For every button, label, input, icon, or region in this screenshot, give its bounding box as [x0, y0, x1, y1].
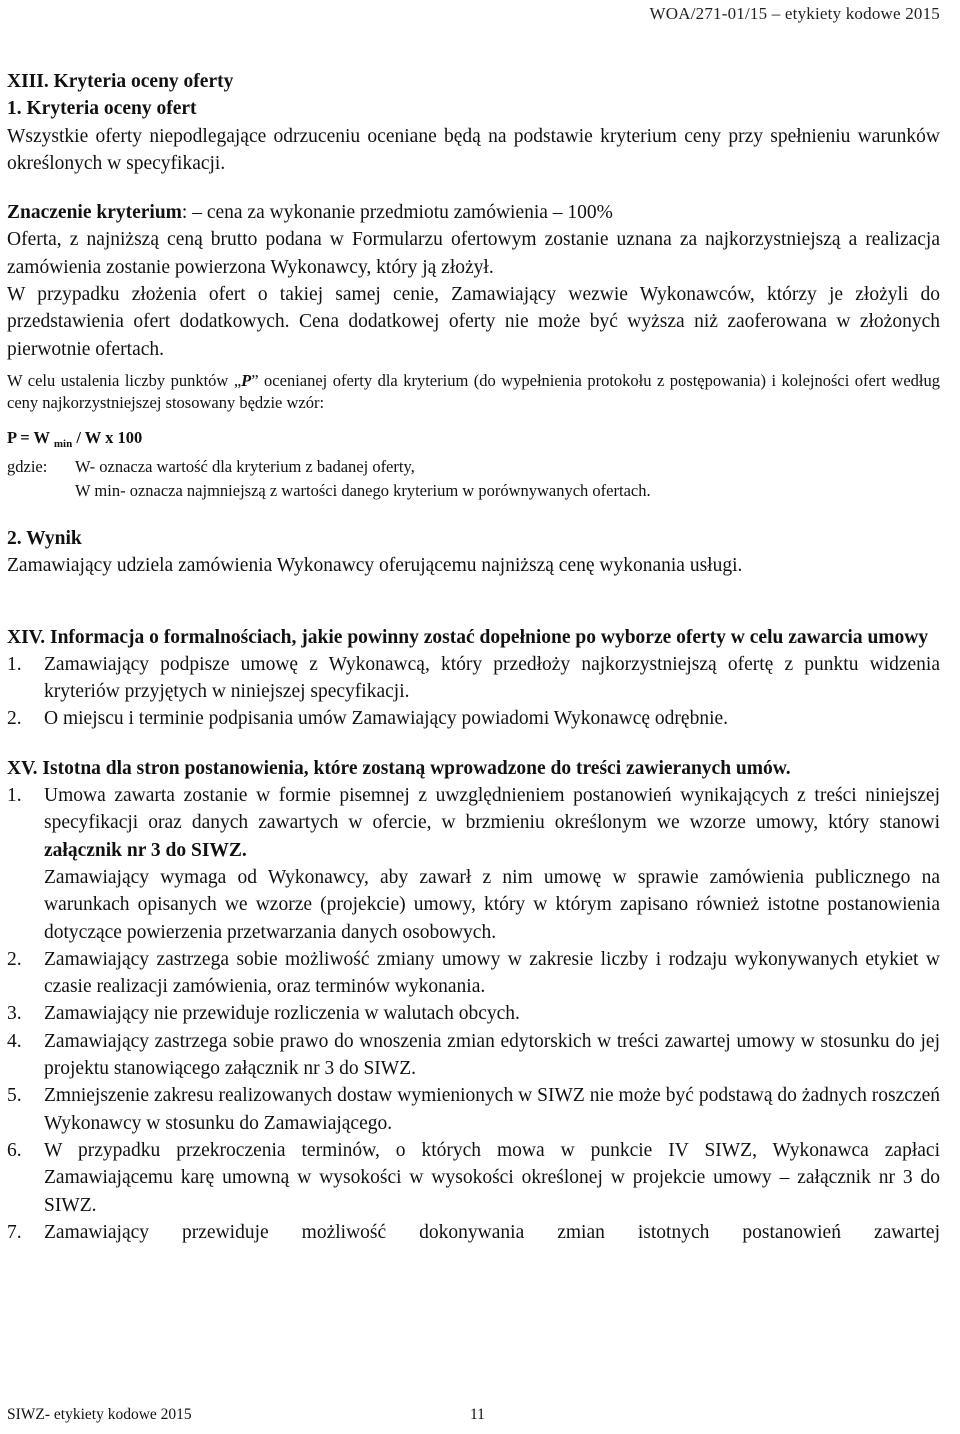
formula-legend-w: W- oznacza wartość dla kryterium z badanej oferty,	[75, 456, 415, 476]
criterion-label: Znaczenie kryterium	[7, 202, 182, 224]
formula-main: P = W	[7, 427, 54, 447]
formula-rest: / W x 100	[72, 427, 143, 447]
list-item	[7, 651, 940, 706]
list-item-text: Zamawiający podpisze umowę z Wykonawcą, który przedłoży najkorzystniejszą ofertę z punktu widzenia kryteriów przyjętych w niniejszej specyfikacji.	[44, 653, 940, 703]
section-13-paragraph-3: W przypadku złożenia ofert o takiej samej cenie, Zamawiający wezwie Wykonawców, którzy je złożyli do przedstawienia ofert dodatkowych. Cena dodatkowej oferty nie może być wyższa niż zaoferowana w złożonych pierwotnie ofertach.	[7, 284, 940, 360]
list-item-text: Zmniejszenie zakresu realizowanych dostaw wymienionych w SIWZ nie może być podstawą do żadnych roszczeń Wykonawcy w stosunku do Zamawiającego.	[44, 1085, 940, 1134]
list-item	[7, 1028, 940, 1083]
list-item-number: 1.	[7, 653, 22, 675]
list-item	[7, 782, 940, 946]
formula-legend-row-1	[7, 455, 940, 479]
list-item-number: 5.	[7, 1085, 22, 1107]
footer-document-name: SIWZ- etykiety kodowe 2015	[7, 1406, 192, 1423]
list-item-number: 1.	[7, 785, 22, 807]
points-intro-text: W celu ustalenia liczby punktów „	[7, 370, 242, 390]
section-13-subheading-2: 2. Wynik	[7, 527, 82, 549]
formula-subscript: min	[53, 437, 73, 450]
section-15-list	[7, 782, 940, 1246]
list-item	[7, 705, 940, 732]
section-15-title: XV. Istotna dla stron postanowienia, które zostaną wprowadzone do treści zawieranych umów.	[7, 757, 791, 779]
list-item-number: 3.	[7, 1003, 22, 1025]
list-item	[7, 1219, 940, 1246]
list-item-number: 2.	[7, 948, 22, 970]
price-formula	[7, 427, 940, 455]
page-content	[7, 68, 940, 1246]
list-item-text	[44, 782, 940, 946]
page-header-reference: WOA/271-01/15 – etykiety kodowe 2015	[649, 4, 940, 23]
list-item	[7, 1000, 940, 1027]
list-item	[7, 946, 940, 1001]
criterion-value: : – cena za wykonanie przedmiotu zamówienia – 100%	[181, 202, 613, 224]
list-item-text: O miejscu i terminie podpisania umów Zamawiający powiadomi Wykonawcę odrębnie.	[44, 708, 729, 730]
list-item-number: 4.	[7, 1030, 22, 1052]
formula-legend-wmin: W min- oznacza najmniejszą z wartości danego kryterium w porównywanych ofertach.	[75, 480, 651, 500]
list-item-text: Zamawiający zastrzega sobie prawo do wnoszenia zmian edytorskich w treści zawartej umowy w stosunku do jej projektu stanowiącego załącznik nr 3 do SIWZ.	[44, 1030, 940, 1080]
list-item-text: W przypadku przekroczenia terminów, o których mowa w punkcie IV SIWZ, Wykonawca zapłaci Zamawiającemu karę umowną w wysokości w wysokości określonej w projekcie umowy – załącznik nr 3 do SIWZ.	[44, 1139, 940, 1216]
page-footer	[7, 1406, 487, 1424]
list-item-number: 6.	[7, 1139, 22, 1161]
points-symbol: P	[241, 370, 252, 390]
data-processing-text: Zamawiający wymaga od Wykonawcy, aby zawarł z nim umowę w sprawie zamówienia publicznego na warunkach opisanych we wzorze (projekcie) umowy, który w którym zapisano również istotne postanowienia dotyczące powierzenia przetwarzania danych osobowych.	[44, 866, 940, 943]
list-item	[7, 1082, 940, 1137]
list-item-text: Zamawiający nie przewiduje rozliczenia w walutach obcych.	[44, 1003, 520, 1025]
list-item-number: 2.	[7, 708, 22, 730]
section-13-title: XIII. Kryteria oceny oferty	[7, 71, 234, 92]
contract-form-text: Umowa zawarta zostanie w formie pisemnej z uwzględnieniem postanowień wynikających z treści niniejszej specyfikacji oraz danych zawartych w ofercie, w brzmieniu określonym we wzorze umowy, który stanowi	[44, 785, 940, 834]
section-14-list	[7, 651, 940, 733]
formula-legend-row-2	[7, 479, 940, 503]
section-13-paragraph-2: Oferta, z najniższą ceną brutto podana w Formularzu ofertowym zostanie uznana za najkorzystniejszą a realizacja zamówienia zostanie powierzona Wykonawcy, który ją złożył.	[7, 229, 940, 278]
list-item-text: Zamawiający przewiduje możliwość dokonywania zmian istotnych postanowień zawartej	[44, 1221, 940, 1243]
page-number: 11	[470, 1406, 485, 1423]
section-13-subheading-1: 1. Kryteria oceny ofert	[7, 98, 197, 120]
result-text: Zamawiający udziela zamówienia Wykonawcy oferującemu najniższą cenę wykonania usługi.	[7, 555, 743, 577]
formula-legend-label: gdzie:	[7, 456, 48, 476]
criterion-weight-line	[7, 199, 940, 226]
list-item-number: 7.	[7, 1221, 22, 1243]
section-13-paragraph-1: Wszystkie oferty niepodlegające odrzuceniu oceniane będą na podstawie kryterium ceny przy spełnieniu warunków określonych w specyfikacji.	[7, 125, 940, 174]
attachment-reference: załącznik nr 3 do SIWZ.	[44, 839, 247, 861]
section-14-title: XIV. Informacja o formalnościach, jakie powinny zostać dopełnione po wyborze oferty w celu zawarcia umowy	[7, 626, 929, 648]
section-13-paragraph-4	[7, 370, 940, 414]
list-item	[7, 1137, 940, 1219]
list-item-text: Zamawiający zastrzega sobie możliwość zmiany umowy w zakresie liczby i rodzaju wykonywanych etykiet w czasie realizacji zamówienia, oraz terminów wykonania.	[44, 948, 940, 998]
points-rest-text: ” ocenianej oferty dla kryterium (do wypełnienia protokołu z postępowania) i kolejności ofert według ceny najkorzystniejszej stosowany będzie wzór:	[7, 370, 940, 412]
